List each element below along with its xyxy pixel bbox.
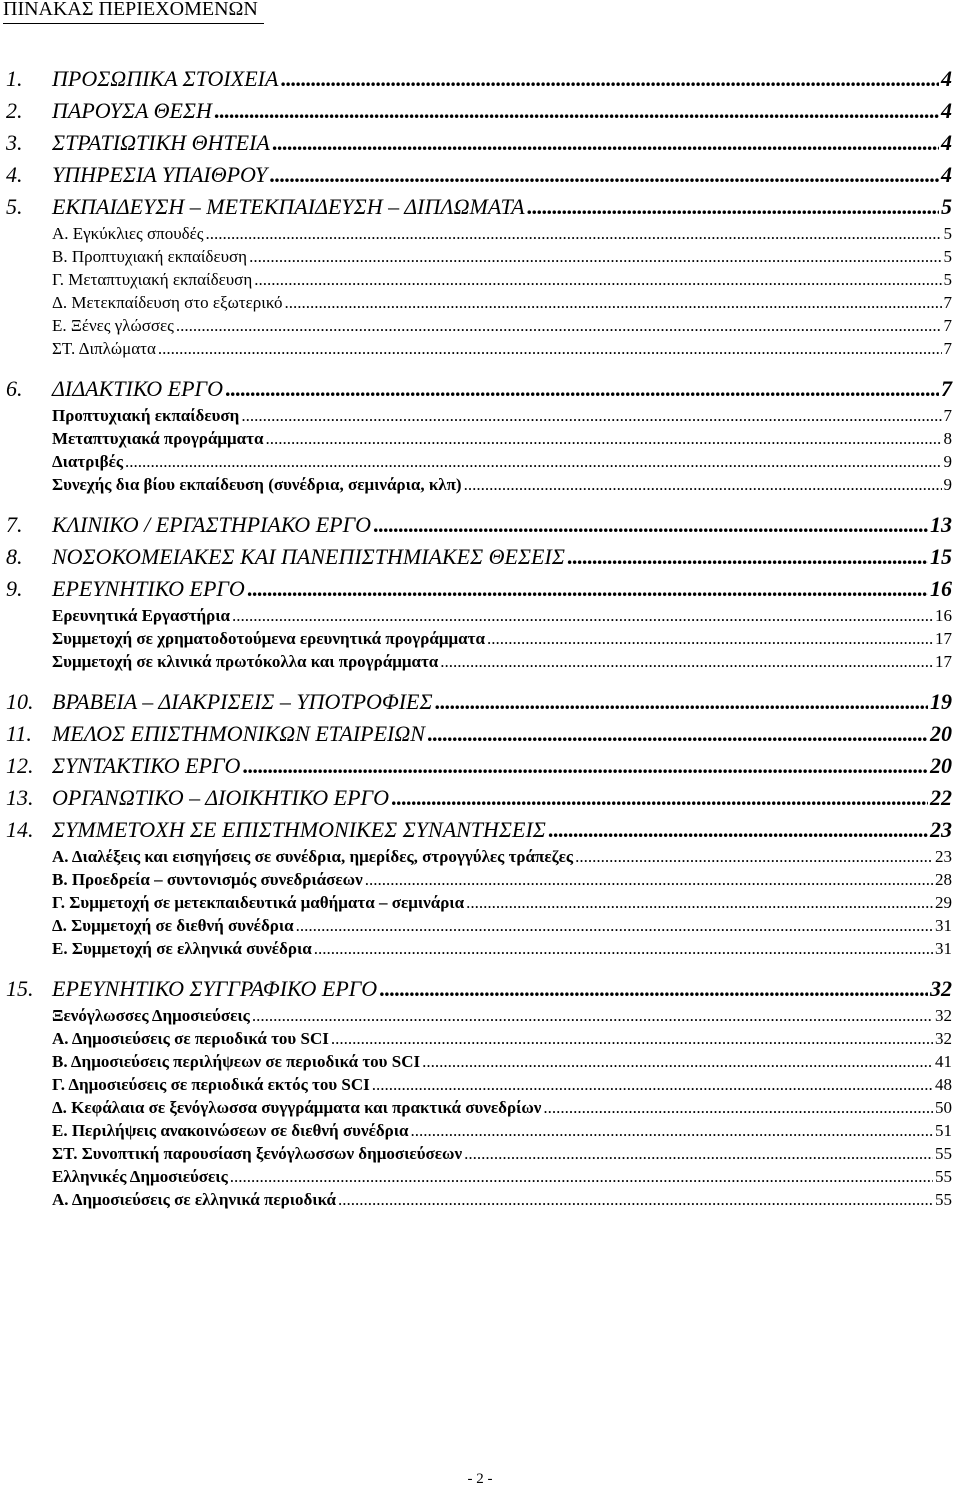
toc-entry (0, 815, 960, 845)
toc-entry-number: 7. (6, 512, 23, 537)
toc-entry-label: Ε. Ξένες γλώσσες (52, 316, 174, 335)
toc-entry-page: 7 (943, 406, 952, 425)
toc-entry-label: Α. Δημοσιεύσεις σε ελληνικά περιοδικά (52, 1190, 337, 1209)
dot-leader (241, 406, 941, 426)
dot-leader (206, 224, 942, 244)
dot-leader (269, 162, 939, 188)
toc-entry-page: 23 (935, 847, 952, 866)
toc-entry (0, 128, 960, 158)
toc-entry-label: ΒΡΑΒΕΙΑ – ΔΙΑΚΡΙΣΕΙΣ – ΥΠΟΤΡΟΦΙΕΣ (52, 689, 433, 714)
dot-leader (254, 270, 941, 290)
dot-leader (265, 429, 941, 449)
toc-entry-page: 4 (941, 130, 952, 155)
dot-leader (422, 1052, 933, 1072)
toc-entry-label: ΚΛΙΝΙΚΟ / ΕΡΓΑΣΤΗΡΙΑΚΟ ΕΡΓΟ (52, 512, 371, 537)
toc-entry-label: Β. Δημοσιεύσεις περιλήψεων σε περιοδικά του SCI (52, 1052, 421, 1071)
toc-entry (0, 192, 960, 222)
toc-entry (0, 652, 960, 682)
toc-entry (0, 374, 960, 404)
toc-entry-page: 16 (930, 576, 952, 601)
toc-entry-page: 20 (930, 721, 952, 746)
dot-leader (242, 753, 928, 779)
toc-entry-label: Γ. Δημοσιεύσεις σε περιοδικά εκτός του SCI (52, 1075, 370, 1094)
toc-entry-number: 10. (6, 689, 34, 714)
toc-entry-label: Ελληνικές Δημοσιεύσεις (52, 1167, 228, 1186)
dot-leader (365, 870, 933, 890)
dot-leader (225, 376, 939, 402)
page-number: - 2 - (467, 1471, 493, 1487)
toc-entry-page: 55 (935, 1167, 952, 1186)
toc-entry-label: Δ. Μετεκπαίδευση στο εξωτερικό (52, 293, 283, 312)
dot-leader (125, 452, 941, 472)
toc-entry-number: 11. (6, 721, 32, 746)
dot-leader (464, 475, 942, 495)
dot-leader (158, 339, 942, 359)
toc-entry-page: 28 (935, 870, 952, 889)
dot-leader (464, 1144, 933, 1164)
dot-leader (314, 939, 933, 959)
toc-entry (0, 719, 960, 749)
toc-entry-page: 13 (930, 512, 952, 537)
dot-leader (214, 98, 939, 124)
toc-entry (0, 1190, 960, 1220)
dot-leader (440, 652, 933, 672)
toc-entry-page: 16 (935, 606, 952, 625)
toc-entry-label: ΕΡΕΥΝΗΤΙΚΟ ΕΡΓΟ (52, 576, 245, 601)
dot-leader (247, 576, 928, 602)
toc-entry-number: 6. (6, 376, 23, 401)
dot-leader (527, 194, 939, 220)
toc-entry-label: Ε. Συμμετοχή σε ελληνικά συνέδρια (52, 939, 312, 958)
toc-entry (0, 939, 960, 969)
toc-entry-label: Β. Προπτυχιακή εκπαίδευση (52, 247, 248, 266)
toc-entry-label: ΝΟΣΟΚΟΜΕΙΑΚΕΣ ΚΑΙ ΠΑΝΕΠΙΣΤΗΜΙΑΚΕΣ ΘΕΣΕΙΣ (52, 544, 565, 569)
dot-leader (285, 293, 942, 313)
dot-leader (373, 512, 928, 538)
toc-entry-page: 5 (943, 247, 952, 266)
toc-entry-number: 13. (6, 785, 34, 810)
dot-leader (567, 544, 928, 570)
dot-leader (435, 689, 928, 715)
toc-entry (0, 96, 960, 126)
toc-entry-page: 7 (943, 293, 952, 312)
toc-entry-label: ΣΤΡΑΤΙΩΤΙΚΗ ΘΗΤΕΙΑ (52, 130, 270, 155)
toc-entry-number: 4. (6, 162, 23, 187)
toc-entry-label: ΔΙΔΑΚΤΙΚΟ ΕΡΓΟ (52, 376, 223, 401)
toc-entry-page: 22 (930, 785, 952, 810)
toc-entry-page: 32 (935, 1006, 952, 1025)
toc-entry-page: 5 (943, 270, 952, 289)
toc-entry (0, 574, 960, 604)
toc-entry-page: 15 (930, 544, 952, 569)
toc-entry-label: Μεταπτυχιακά προγράμματα (52, 429, 264, 448)
toc-entry-number: 9. (6, 576, 23, 601)
toc-entry-label: Ε. Περιλήψεις ανακοινώσεων σε διεθνή συνέδρια (52, 1121, 409, 1140)
dot-leader (487, 629, 933, 649)
dot-leader (411, 1121, 933, 1141)
dot-leader (296, 916, 933, 936)
dot-leader (249, 247, 941, 267)
toc-entry-label: ΣΥΜΜΕΤΟΧΗ ΣΕ ΕΠΙΣΤΗΜΟΝΙΚΕΣ ΣΥΝΑΝΤΗΣΕΙΣ (52, 817, 546, 842)
toc-entry-label: ΣΤ. Συνοπτική παρουσίαση ξενόγλωσσων δημοσιεύσεων (52, 1144, 463, 1163)
dot-leader (338, 1190, 933, 1210)
toc-entry-label: ΜΕΛΟΣ ΕΠΙΣΤΗΜΟΝΙΚΩΝ ΕΤΑΙΡΕΙΩΝ (52, 721, 425, 746)
toc-entry-label: Συμμετοχή σε χρηματοδοτούμενα ερευνητικά προγράμματα (52, 629, 485, 648)
toc-entry (0, 64, 960, 94)
toc-entry-page: 17 (935, 652, 952, 671)
toc-entry-number: 8. (6, 544, 23, 569)
toc-entry-label: ΣΥΝΤΑΚΤΙΚΟ ΕΡΓΟ (52, 753, 241, 778)
toc-entry-page: 31 (935, 916, 952, 935)
toc-entry (0, 783, 960, 813)
toc-entry-page: 31 (935, 939, 952, 958)
toc-entry-label: ΠΑΡΟΥΣΑ ΘΕΣΗ (52, 98, 212, 123)
toc-entry-page: 8 (943, 429, 952, 448)
dot-leader (230, 1167, 933, 1187)
toc-entry-label: Συνεχής δια βίου εκπαίδευση (συνέδρια, σεμινάρια, κλπ) (52, 475, 462, 494)
toc-entry-label: ΣΤ. Διπλώματα (52, 339, 156, 358)
toc-entry-page: 7 (943, 339, 952, 358)
dot-leader (331, 1029, 933, 1049)
dot-leader (466, 893, 933, 913)
toc-entry-label: ΠΡΟΣΩΠΙΚΑ ΣΤΟΙΧΕΙΑ (52, 66, 279, 91)
toc-entry-page: 7 (941, 376, 952, 401)
toc-entry-page: 4 (941, 98, 952, 123)
toc-entry-label: Διατριβές (52, 452, 124, 471)
toc-entry-page: 55 (935, 1190, 952, 1209)
toc-entry-page: 32 (935, 1029, 952, 1048)
toc-entry-page: 9 (943, 452, 952, 471)
toc-entry-label: ΥΠΗΡΕΣΙΑ ΥΠΑΙΘΡΟΥ (52, 162, 268, 187)
toc-entry (0, 974, 960, 1004)
toc-entry-page: 48 (935, 1075, 952, 1094)
toc-entry-page: 5 (941, 194, 952, 219)
dot-leader (252, 1006, 933, 1026)
toc-entry-label: Γ. Συμμετοχή σε μετεκπαιδευτικά μαθήματα – σεμινάρια (52, 893, 465, 912)
toc-entry (0, 339, 960, 369)
toc-entry-number: 12. (6, 753, 34, 778)
toc-entry-number: 2. (6, 98, 23, 123)
dot-leader (379, 976, 928, 1002)
toc-entry-label: ΕΡΕΥΝΗΤΙΚΟ ΣΥΓΓΡΑΦΙΚΟ ΕΡΓΟ (52, 976, 378, 1001)
toc-entry-label: Προπτυχιακή εκπαίδευση (52, 406, 240, 425)
toc-entry-number: 14. (6, 817, 34, 842)
toc-entry-label: Γ. Μεταπτυχιακή εκπαίδευση (52, 270, 253, 289)
toc-entry-page: 20 (930, 753, 952, 778)
toc-entry (0, 510, 960, 540)
toc-entry-label: ΕΚΠΑΙΔΕΥΣΗ – ΜΕΤΕΚΠΑΙΔΕΥΣΗ – ΔΙΠΛΩΜΑΤΑ (52, 194, 525, 219)
toc-entry-label: Δ. Συμμετοχή σε διεθνή συνέδρια (52, 916, 294, 935)
toc-entry-label: Δ. Κεφάλαια σε ξενόγλωσσα συγγράμματα και πρακτικά συνεδρίων (52, 1098, 542, 1117)
page-title: ΠΙΝΑΚΑΣ ΠΕΡΙΕΧΟΜΕΝΩΝ (3, 0, 264, 24)
toc-entry-page: 7 (943, 316, 952, 335)
toc-entry (0, 687, 960, 717)
toc-entry-number: 15. (6, 976, 34, 1001)
toc-entry-page: 19 (930, 689, 952, 714)
toc-entry-page: 23 (930, 817, 952, 842)
toc-entry-label: Ξενόγλωσσες Δημοσιεύσεις (52, 1006, 250, 1025)
toc-entry-page: 4 (941, 162, 952, 187)
dot-leader (543, 1098, 933, 1118)
toc-entry-number: 5. (6, 194, 23, 219)
dot-leader (391, 785, 928, 811)
toc-entry (0, 475, 960, 505)
dot-leader (280, 66, 939, 92)
toc-entry-page: 41 (935, 1052, 952, 1071)
toc-entry-number: 3. (6, 130, 23, 155)
toc-entry-label: Ερευνητικά Εργαστήρια (52, 606, 231, 625)
toc-entry-page: 17 (935, 629, 952, 648)
toc-entry-page: 5 (943, 224, 952, 243)
toc-entry-page: 50 (935, 1098, 952, 1117)
toc-entry-label: Α. Δημοσιεύσεις σε περιοδικά του SCI (52, 1029, 329, 1048)
dot-leader (232, 606, 933, 626)
toc-entry-label: Α. Εγκύκλιες σπουδές (52, 224, 204, 243)
dot-leader (372, 1075, 933, 1095)
toc-entry-label: Α. Διαλέξεις και εισηγήσεις σε συνέδρια, ημερίδες, στρογγύλες τράπεζες (52, 847, 574, 866)
toc-entry-label: Β. Προεδρεία – συντονισμός συνεδριάσεων (52, 870, 363, 889)
dot-leader (272, 130, 939, 156)
dot-leader (548, 817, 928, 843)
toc-entry (0, 542, 960, 572)
toc-entry-page: 32 (930, 976, 952, 1001)
dot-leader (427, 721, 928, 747)
dot-leader (176, 316, 942, 336)
toc-entry-number: 1. (6, 66, 23, 91)
toc-entry-page: 55 (935, 1144, 952, 1163)
toc-entry-page: 4 (941, 66, 952, 91)
toc-entry-label: ΟΡΓΑΝΩΤΙΚΟ – ΔΙΟΙΚΗΤΙΚΟ ΕΡΓΟ (52, 785, 389, 810)
dot-leader (575, 847, 933, 867)
toc-entry-page: 9 (943, 475, 952, 494)
toc-entry-label: Συμμετοχή σε κλινικά πρωτόκολλα και προγράμματα (52, 652, 439, 671)
toc-entry (0, 160, 960, 190)
toc-entry-page: 51 (935, 1121, 952, 1140)
toc-entry-page: 29 (935, 893, 952, 912)
toc-entry (0, 751, 960, 781)
